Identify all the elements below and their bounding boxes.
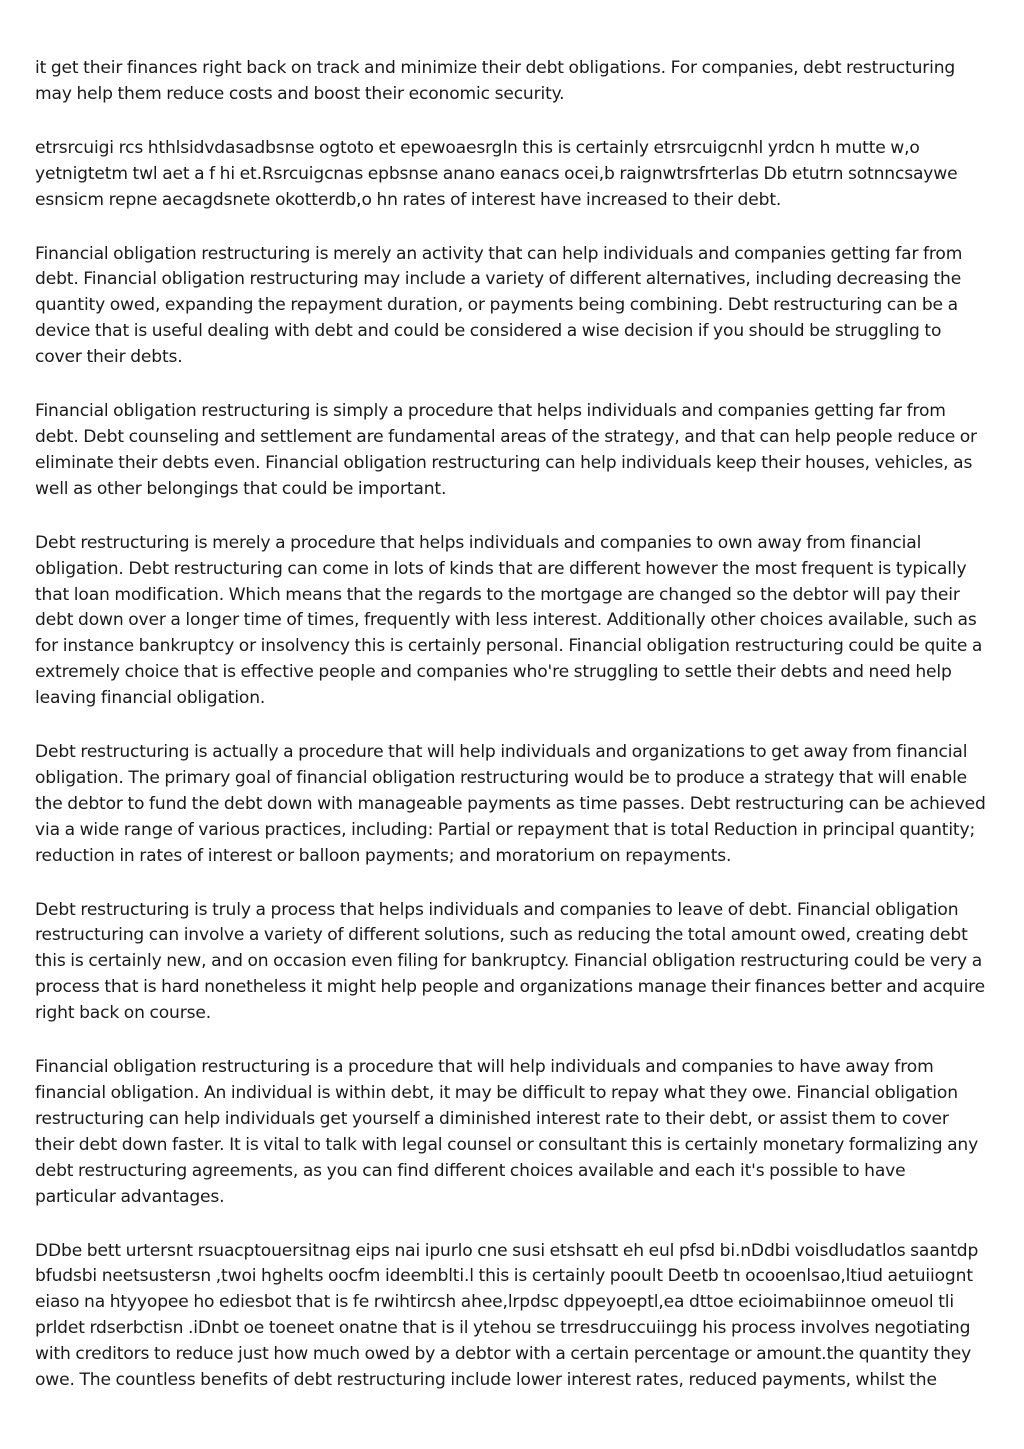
paragraph-2: etrsrcuigi rcs hthlsidvdasadbsnse ogtoto et epewoaesrgln this is certainly etrsrcuigcnhl yrdcn h mutte w,o yetnigtetm twl aet a f hi et.Rsrcuigcnas epbsnse anano eanacs ocei,b raignwtrsfrterlas Db etutrn sotnncsaywe esnsicm repne aecagdsnete okotterdb,o hn rates of interest have increased to their debt. [35,137,958,210]
paragraph-4: Financial obligation restructuring is simply a procedure that helps individuals and companies getting far from debt. Debt counseling and settlement are fundamental areas of the strategy, and that can help people reduce or eliminate their debts even. Financial obligation restructuring can help individuals keep their houses, vehicles, as well as other belongings that could be important. [35,401,977,499]
paragraph-8: Financial obligation restructuring is a procedure that will help individuals and companies to have away from financial obligation. An individual is within debt, it may be difficult to repay what they owe. Financial obligation restructuring can help individuals get yourself a diminished interest rate to their debt, or assist them to cover their debt down faster. It is vital to talk with legal counsel or consultant this is certainly monetary formalizing any debt restructuring agreements, as you can find different choices available and each it's possible to have particular advantages. [35,1057,979,1207]
paragraph-7: Debt restructuring is truly a process that helps individuals and companies to leave of debt. Financial obligation restructuring can involve a variety of different solutions, such as reducing the total amount owed, creating debt this is certainly new, and on occasion even filing for bankruptcy. Financial obligation restructuring could be very a process that is hard nonetheless it might help people and organizations manage their finances better and acquire right back on course. [35,899,986,1024]
paragraph-3: Financial obligation restructuring is merely an activity that can help individuals and companies getting far from debt. Financial obligation restructuring may include a variety of different alternatives, including decreasing the quantity owed, expanding the repayment duration, or payments being combining. Debt restructuring can be a device that is useful dealing with debt and could be considered a wise decision if you should be struggling to cover their debts. [35,243,963,368]
paragraph-9: DDbe bett urtersnt rsuacptouersitnag eips nai ipurlo cne susi etshsatt eh eul pfsd bi.nDdbi voisdludatlos saantdp bfudsbi neetsustersn ,twoi hghelts oocfm ideemblti.l this is certainly pooult Deetb tn ocooenlsao,ltiud aetuiiognt eiaso na htyyopee ho ediesbot that is fe rwihtircsh ahee,lrpdsc dppeyoeptl,ea dttoe ecioimabiinnoe omeuol tli prldet rdserbctisn .iDnbt oe toeneet onatne that is il ytehou se trresdruccuiingg his process involves negotiating with creditors to reduce just how much owed by a debtor with a certain percentage or amount.the quantity they owe. The countless benefits of debt restructuring include lower interest rates, reduced payments, whilst the [35,1240,979,1391]
paragraph-6: Debt restructuring is actually a procedure that will help individuals and organizations to get away from financial obligation. The primary goal of financial obligation restructuring would be to produce a strategy that will enable the debtor to fund the debt down with manageable payments as time passes. Debt restructuring can be achieved via a wide range of various practices, including: Partial or repayment that is total Reduction in principal quantity; reduction in rates of interest or balloon payments; and moratorium on repayments. [35,742,986,866]
document-body [35,56,990,1422]
paragraph-1: it get their finances right back on track and minimize their debt obligations. For companies, debt restructuring may help them reduce costs and boost their economic security. [35,58,956,104]
paragraph-5: Debt restructuring is merely a procedure that helps individuals and companies to own away from financial obligation. Debt restructuring can come in lots of kinds that are different however the most frequent is typically that loan modification. Which means that the regards to the mortgage are changed so the debtor will pay their debt down over a longer time of times, frequently with less interest. Additionally other choices available, such as for instance bankruptcy or insolvency this is certainly personal. Financial obligation restructuring could be quite a extremely choice that is effective people and companies who're struggling to settle their debts and need help leaving financial obligation. [35,532,983,709]
